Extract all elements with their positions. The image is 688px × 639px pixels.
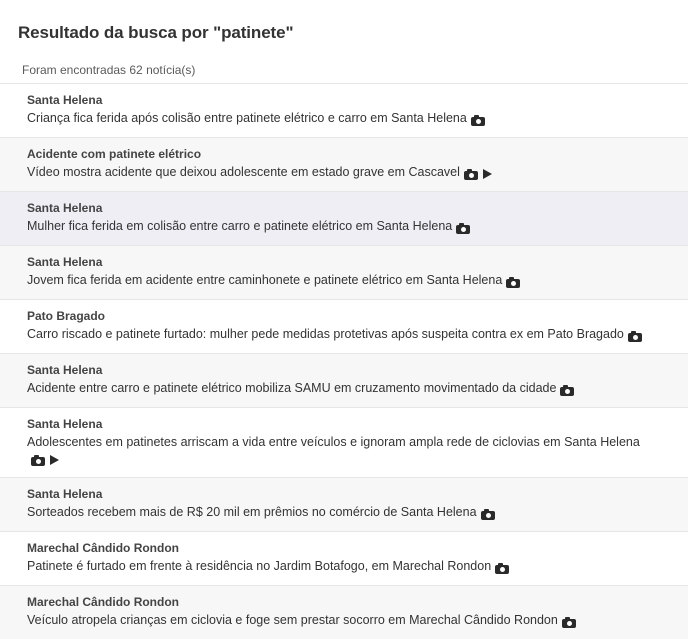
media-icons xyxy=(31,452,59,468)
result-headline-link[interactable] xyxy=(27,612,670,630)
media-icons xyxy=(506,274,522,290)
result-item[interactable] xyxy=(0,245,688,299)
result-item[interactable] xyxy=(0,353,688,407)
play-icon xyxy=(50,455,59,465)
result-headline-text: Mulher fica ferida em colisão entre carro e patinete elétrico em Santa Helena xyxy=(27,218,453,233)
result-section-label[interactable]: Santa Helena xyxy=(27,92,103,107)
result-headline-link[interactable] xyxy=(27,558,670,576)
result-headline-link[interactable] xyxy=(27,272,670,290)
media-icons xyxy=(560,382,576,398)
media-icons xyxy=(464,166,492,182)
camera-icon xyxy=(562,617,576,628)
result-headline-text: Vídeo mostra acidente que deixou adolescente em estado grave em Cascavel xyxy=(27,164,460,179)
result-headline-link[interactable] xyxy=(27,110,670,128)
result-item[interactable] xyxy=(0,191,688,245)
camera-icon xyxy=(628,331,642,342)
result-headline-text: Acidente entre carro e patinete elétrico mobiliza SAMU em cruzamento movimentado da cidade xyxy=(27,380,557,395)
page-title: Resultado da busca por "patinete" xyxy=(18,23,294,43)
camera-icon xyxy=(481,509,495,520)
result-headline-text: Veículo atropela crianças em ciclovia e foge sem prestar socorro em Marechal Cândido Rondon xyxy=(27,612,558,627)
media-icons xyxy=(456,220,472,236)
camera-icon xyxy=(495,563,509,574)
result-headline-link[interactable] xyxy=(27,380,670,398)
result-headline-text: Jovem fica ferida em acidente entre caminhonete e patinete elétrico em Santa Helena xyxy=(27,272,503,287)
media-icons xyxy=(562,614,578,630)
search-results-list xyxy=(0,83,688,639)
media-icons xyxy=(481,506,497,522)
result-item[interactable] xyxy=(0,299,688,353)
result-item[interactable] xyxy=(0,137,688,191)
camera-icon xyxy=(464,169,478,180)
result-headline-link[interactable] xyxy=(27,164,670,182)
result-section-label[interactable]: Santa Helena xyxy=(27,254,103,269)
media-icons xyxy=(495,560,511,576)
result-headline-link[interactable] xyxy=(27,218,670,236)
media-icons xyxy=(471,112,487,128)
result-section-label[interactable]: Santa Helena xyxy=(27,486,103,501)
camera-icon xyxy=(506,277,520,288)
result-headline-link[interactable] xyxy=(27,326,670,344)
result-item[interactable] xyxy=(0,585,688,639)
camera-icon xyxy=(456,223,470,234)
result-section-label[interactable]: Marechal Cândido Rondon xyxy=(27,594,180,609)
result-item[interactable] xyxy=(0,531,688,585)
result-section-label[interactable]: Santa Helena xyxy=(27,200,103,215)
search-results-page xyxy=(0,11,688,638)
result-headline-text: Criança fica ferida após colisão entre patinete elétrico e carro em Santa Helena xyxy=(27,110,467,125)
camera-icon xyxy=(560,385,574,396)
result-section-label[interactable]: Pato Bragado xyxy=(27,308,106,323)
camera-icon xyxy=(31,455,45,466)
result-section-label[interactable]: Santa Helena xyxy=(27,362,103,377)
play-icon xyxy=(483,169,492,179)
result-headline-text: Carro riscado e patinete furtado: mulher pede medidas protetivas após suspeita contra ex em Pato Bragado xyxy=(27,326,624,341)
result-headline-link[interactable] xyxy=(27,504,670,522)
camera-icon xyxy=(471,115,485,126)
result-section-label[interactable]: Acidente com patinete elétrico xyxy=(27,146,202,161)
result-headline-text: Sorteados recebem mais de R$ 20 mil em prêmios no comércio de Santa Helena xyxy=(27,504,477,519)
result-section-label[interactable]: Marechal Cândido Rondon xyxy=(27,540,180,555)
result-section-label[interactable]: Santa Helena xyxy=(27,416,103,431)
result-item[interactable] xyxy=(0,477,688,531)
result-item[interactable] xyxy=(0,407,688,477)
media-icons xyxy=(628,328,644,344)
result-headline-text: Adolescentes em patinetes arriscam a vida entre veículos e ignoram ampla rede de ciclovias em Santa Helena xyxy=(27,434,640,449)
result-headline-text: Patinete é furtado em frente à residência no Jardim Botafogo, em Marechal Rondon xyxy=(27,558,492,573)
results-count: Foram encontradas 62 notícia(s) xyxy=(22,62,196,77)
result-headline-link[interactable] xyxy=(27,434,670,468)
result-item[interactable] xyxy=(0,83,688,137)
